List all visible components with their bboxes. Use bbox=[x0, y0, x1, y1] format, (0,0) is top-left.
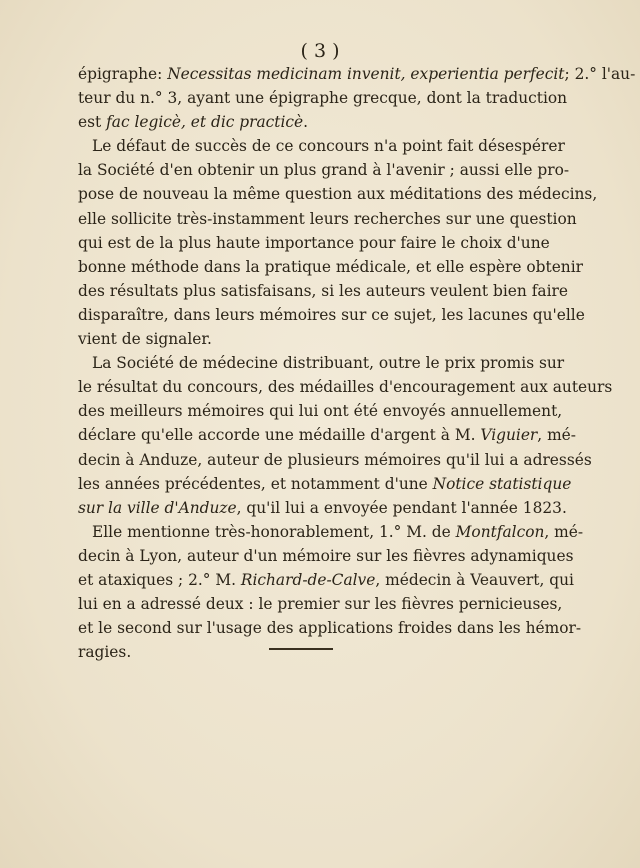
paragraph bbox=[78, 134, 598, 351]
text-line: et le second sur l'usage des applications froides dans les hémor- bbox=[78, 619, 582, 638]
text-line: qui est de la plus haute importance pour faire le choix d'une bbox=[78, 233, 550, 252]
text-line: elle sollicite très-instamment leurs recherches sur une question bbox=[78, 209, 577, 228]
text-line: des meilleurs mémoires qui lui ont été envoyés annuellement, bbox=[78, 402, 563, 421]
text-line: teur du n.° 3, ayant une épigraphe grecque, dont la traduction bbox=[78, 89, 568, 108]
text-line: Elle mentionne très-honorablement, 1.° M. de Montfalcon, mé- bbox=[92, 522, 584, 541]
text-line: des résultats plus satisfaisans, si les auteurs veulent bien faire bbox=[78, 281, 568, 300]
text-line: et ataxiques ; 2.° M. Richard-de-Calve, médecin à Veauvert, qui bbox=[78, 570, 574, 589]
text-line: decin à Lyon, auteur d'un mémoire sur les fièvres adynamiques bbox=[78, 546, 574, 565]
text-line: déclare qu'elle accorde une médaille d'argent à M. Viguier, mé- bbox=[78, 426, 576, 445]
text-line: bonne méthode dans la pratique médicale, et elle espère obtenir bbox=[78, 257, 583, 276]
text-line: disparaître, dans leurs mémoires sur ce sujet, les lacunes qu'elle bbox=[78, 305, 585, 324]
text-line: La Société de médecine distribuant, outre le prix promis sur bbox=[92, 354, 565, 373]
text-line: sur la ville d'Anduze, qu'il lui a envoyée pendant l'année 1823. bbox=[78, 498, 567, 517]
text-line: Le défaut de succès de ce concours n'a point fait désespérer bbox=[92, 137, 565, 156]
paragraph bbox=[78, 351, 613, 520]
end-rule bbox=[269, 648, 333, 650]
paragraph bbox=[78, 62, 636, 134]
page-number: ( 3 ) bbox=[300, 40, 340, 62]
paragraph bbox=[78, 520, 584, 665]
text-line: épigraphe: Necessitas medicinam invenit, experientia perfecit; 2.° l'au- bbox=[78, 65, 636, 83]
text-line: est fac legicè, et dic practicè. bbox=[78, 113, 309, 132]
text-line: ragies. bbox=[78, 643, 132, 662]
text-line: la Société d'en obtenir un plus grand à l'avenir ; aussi elle pro- bbox=[78, 161, 570, 180]
text-line: pose de nouveau la même question aux méditations des médecins, bbox=[78, 185, 598, 204]
text-line: decin à Anduze, auteur de plusieurs mémoires qu'il lui a adressés bbox=[78, 450, 592, 469]
text-line: vient de signaler. bbox=[78, 330, 212, 349]
text-line: lui en a adressé deux : le premier sur les fièvres pernicieuses, bbox=[78, 595, 563, 614]
body-text bbox=[78, 62, 636, 664]
text-line: les années précédentes, et notamment d'une Notice statistique bbox=[78, 474, 572, 493]
text-line: le résultat du concours, des médailles d'encouragement aux auteurs bbox=[78, 378, 613, 397]
